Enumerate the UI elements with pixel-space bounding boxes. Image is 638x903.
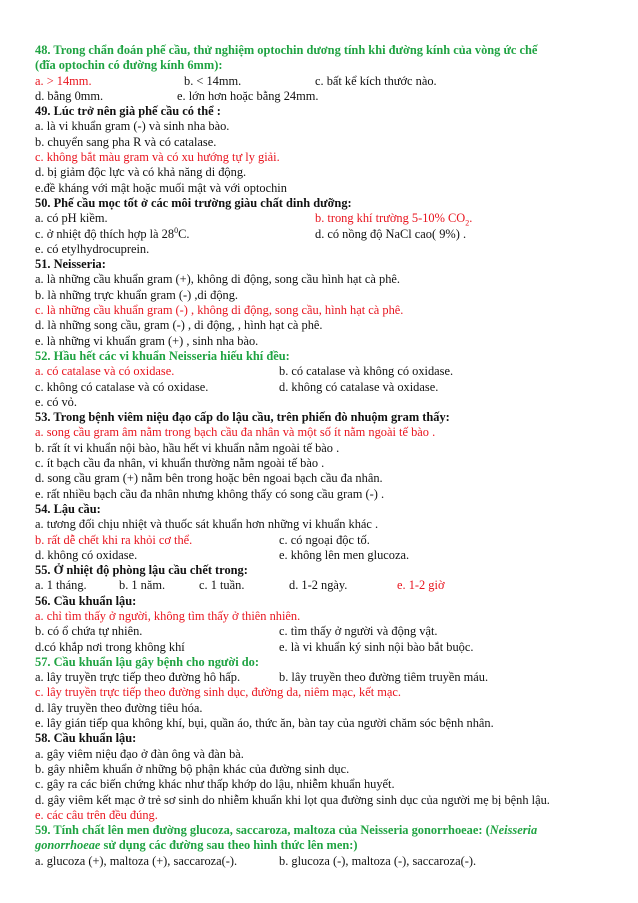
q48-option-b: b. < 14mm.: [184, 73, 242, 88]
q51-option-e: e. là những vi khuẩn gram (+) , sinh nha bào.: [35, 333, 259, 348]
q57-option-c: c. lây truyền trực tiếp theo đường sinh dục, đường da, niêm mạc, kết mạc.: [35, 685, 401, 700]
q59-heading: 59. Tính chất lên men đường glucoza, saccaroza, maltoza của Neisseria gonorrhoeae: (Neisseria gonorrhoeae sử dụng các đường sau theo hình thức lên men:): [35, 823, 538, 853]
q49-option-d: d. bị giảm độc lực và có khả năng di động.: [35, 165, 247, 180]
q51-option-a: a. là những cầu khuẩn gram (+), không di động, song cầu hình hạt cà phê.: [35, 272, 401, 287]
q58-option-c: c. gây ra các biến chứng khác như thấp khớp do lậu, nhiễm khuẩn huyết.: [35, 777, 395, 792]
q56-option-d: d.có khắp nơi trong không khí: [35, 639, 185, 654]
q50-option-e: e. có etylhydrocuprein.: [35, 241, 150, 256]
q52-row1: [35, 364, 605, 379]
q59-option-b: b. glucoza (-), maltoza (-), saccaroza(-).: [279, 853, 477, 868]
q52-option-e: e. có vỏ.: [35, 394, 77, 409]
q48-heading: 48. Trong chẩn đoán phế cầu, thử nghiệm optochin dương tính khi đường kính của vòng ức chế: [35, 43, 538, 57]
q54-option-b: b. rất dễ chết khi ra khỏi cơ thể.: [35, 532, 193, 547]
q50-option-a: a. có pH kiềm.: [35, 211, 108, 226]
q57-option-e: e. lây gián tiếp qua không khí, bụi, quần áo, thức ăn, bàn tay của người chăm sóc bệnh nhân.: [35, 716, 494, 731]
q52-option-d: d. không có catalase và oxidase.: [279, 379, 439, 394]
q53-heading: 53. Trong bệnh viêm niệu đạo cấp do lậu cầu, trên phiến đò nhuộm gram thấy:: [35, 410, 450, 425]
q48-option-c: c. bất kể kích thước nào.: [315, 73, 437, 88]
q52-option-c: c. không có catalase và có oxidase.: [35, 379, 209, 394]
q48-row1: [35, 74, 605, 89]
q55-option-b: b. 1 năm.: [119, 578, 166, 593]
q49-option-b: b. chuyển sang pha R và có catalase.: [35, 134, 217, 149]
q56-option-a: a. chỉ tìm thấy ở người, không tìm thấy ở thiên nhiên.: [35, 608, 301, 623]
q55-row1: [35, 578, 605, 593]
q56-option-e: e. là vi khuẩn ký sinh nội bào bắt buộc.: [279, 639, 474, 654]
q54-row2: [35, 533, 605, 548]
q54-option-a: a. tương đối chịu nhiệt và thuốc sát khuẩn hơn những vi khuẩn khác .: [35, 517, 379, 532]
q54-option-c: c. có ngoại độc tố.: [279, 532, 370, 547]
q56-row3: [35, 640, 605, 655]
q49-heading: 49. Lúc trở nên già phế cầu có thể :: [35, 104, 221, 119]
q53-option-a: a. song cầu gram âm nằm trong bạch cầu đa nhân và một số ít nằm ngoài tế bào .: [35, 425, 436, 440]
q49-option-a: a. là vi khuẩn gram (-) và sinh nha bào.: [35, 119, 230, 134]
q51-option-c: c. là những cầu khuẩn gram (-) , không di động, song cầu, hình hạt cà phê.: [35, 303, 404, 318]
q48-heading-cont: (đĩa optochin có đường kính 6mm):: [35, 58, 223, 73]
q55-option-c: c. 1 tuần.: [199, 578, 245, 593]
q58-option-a: a. gây viêm niệu đạo ở đàn ông và đàn bà.: [35, 746, 244, 761]
q50-row1: [35, 211, 605, 226]
q54-heading: 54. Lậu cầu:: [35, 501, 101, 516]
q49-option-e: e.đề kháng với mật hoặc muối mật và với optochin: [35, 180, 287, 195]
q50-heading: 50. Phế cầu mọc tốt ở các môi trường giàu chất dinh dưỡng:: [35, 195, 352, 210]
q52-row2: [35, 380, 605, 395]
q56-option-c: c. tìm thấy ở người và động vật.: [279, 624, 438, 639]
q58-heading: 58. Cầu khuẩn lậu:: [35, 731, 137, 746]
q52-option-a: a. có catalase và có oxidase.: [35, 364, 175, 379]
q55-option-a: a. 1 tháng.: [35, 578, 87, 593]
q52-option-b: b. có catalase và không có oxidase.: [279, 364, 454, 379]
q55-heading: 55. Ở nhiệt độ phòng lậu cầu chết trong:: [35, 563, 248, 578]
q48-row2: [35, 89, 605, 104]
q57-heading: 57. Cầu khuẩn lậu gây bệnh cho người do:: [35, 654, 259, 669]
q50-option-d: d. có nồng độ NaCl cao( 9%) .: [315, 226, 467, 241]
question-list: [35, 43, 605, 869]
q54-option-d: d. không có oxidase.: [35, 547, 138, 562]
q50-row2: [35, 227, 605, 242]
q59-row1: [35, 854, 605, 869]
q48-option-d: d. bằng 0mm.: [35, 88, 104, 103]
q53-option-e: e. rất nhiều bạch cầu đa nhân nhưng không thấy có song cầu gram (-) .: [35, 486, 385, 501]
q50-option-b: b. trong khí trường 5-10% $CO_2$.: [315, 211, 473, 228]
q57-row1: [35, 670, 605, 685]
q57-option-a: a. lây truyền trực tiếp theo đường hô hấp.: [35, 670, 241, 685]
q54-row3: [35, 548, 605, 563]
q48-option-e: e. lớn hơn hoặc bằng 24mm.: [177, 88, 319, 103]
q56-heading: 56. Cầu khuẩn lậu:: [35, 593, 137, 608]
q49-option-c: c. không bắt màu gram và có xu hướng tự ly giải.: [35, 150, 280, 165]
q57-option-d: d. lây truyền theo đường tiêu hóa.: [35, 700, 203, 715]
q53-option-c: c. ít bạch cầu đa nhân, vi khuẩn thường nằm ngoài tế bào .: [35, 456, 325, 471]
q51-heading: 51. Neisseria:: [35, 257, 106, 272]
q52-heading: 52. Hầu hết các vi khuẩn Neisseria hiếu khí đều:: [35, 348, 290, 363]
q56-row2: [35, 624, 605, 639]
q54-option-e: e. không lên men glucoza.: [279, 547, 410, 562]
q48-option-a: a. > 14mm.: [35, 73, 92, 88]
q50-option-c: c. ở nhiệt độ thích hợp là $28^0C$.: [35, 225, 190, 241]
q51-option-b: b. là những trực khuẩn gram (-) ,di động.: [35, 287, 239, 302]
q59-option-a: a. glucoza (+), maltoza (+), saccaroza(-).: [35, 853, 238, 868]
q57-option-b: b. lây truyền theo đường tiêm truyền máu.: [279, 670, 489, 685]
q58-option-e: e. các câu trên đều đúng.: [35, 807, 158, 822]
q51-option-d: d. là những song cầu, gram (-) , di động, , hình hạt cà phê.: [35, 318, 323, 333]
q55-option-d: d. 1-2 ngày.: [289, 578, 348, 593]
q56-option-b: b. có ổ chứa tự nhiên.: [35, 624, 143, 639]
q58-option-b: b. gây nhiễm khuẩn ở những bộ phận khác của đường sinh dục.: [35, 761, 350, 776]
q55-option-e: e. 1-2 giờ: [397, 578, 445, 593]
q53-option-b: b. rất ít vi khuẩn nội bào, hầu hết vi khuẩn nằm ngoài tế bào .: [35, 440, 340, 455]
q53-option-d: d. song cầu gram (+) nằm bên trong hoặc bên ngoai bạch cầu đa nhân.: [35, 471, 383, 486]
q58-option-d: d. gây viêm kết mạc ở trẻ sơ sinh do nhiễm khuẩn khi lọt qua đường sinh dục của người mẹ bị bệnh lậu.: [35, 792, 550, 807]
